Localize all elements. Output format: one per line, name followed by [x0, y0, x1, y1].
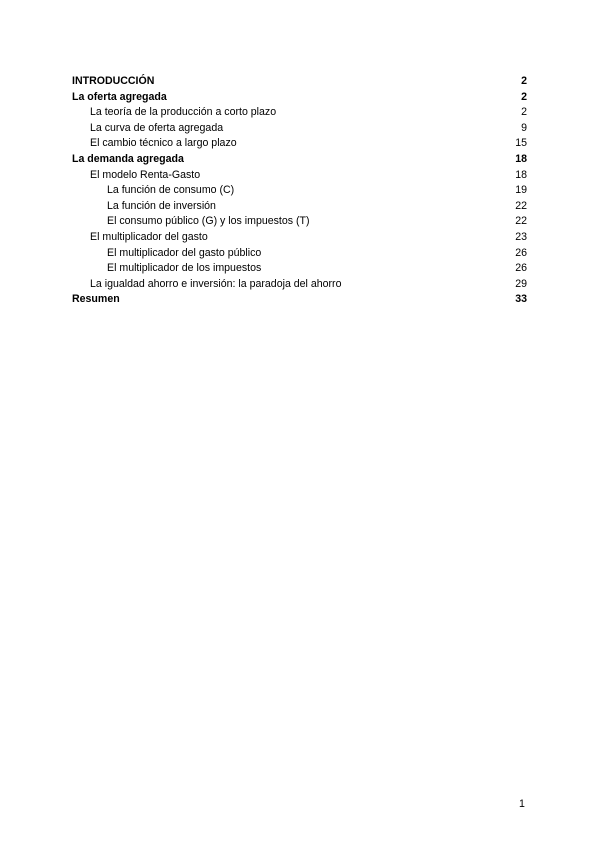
- toc-entry-page: 18: [515, 152, 527, 165]
- toc-entry-title: El multiplicador del gasto público: [107, 246, 262, 259]
- toc-entry-page: 23: [515, 230, 527, 243]
- toc-entry-page: 26: [515, 262, 527, 275]
- toc-entry-page: 22: [515, 199, 527, 212]
- toc-entry-page: 2: [521, 75, 527, 87]
- toc-entry-multiplicador-impuestos[interactable]: [72, 261, 527, 277]
- toc-entry-paradoja-ahorro[interactable]: [72, 277, 527, 293]
- table-of-contents: [72, 74, 527, 308]
- toc-entry-teoria-produccion[interactable]: [72, 105, 527, 121]
- page-number: 1: [519, 798, 525, 810]
- toc-entry-cambio-tecnico[interactable]: [72, 136, 527, 152]
- toc-entry-title: INTRODUCCIÓN: [72, 75, 155, 87]
- toc-entry-title: El multiplicador de los impuestos: [107, 262, 262, 275]
- toc-entry-title: La curva de oferta agregada: [90, 121, 224, 134]
- toc-entry-title: La teoría de la producción a corto plazo: [90, 106, 277, 119]
- toc-entry-consumo-publico[interactable]: [72, 214, 527, 230]
- toc-entry-funcion-inversion[interactable]: [72, 199, 527, 215]
- toc-entry-page: 33: [515, 293, 527, 306]
- toc-entry-page: 22: [515, 215, 527, 228]
- toc-entry-page: 26: [515, 246, 527, 259]
- toc-entry-resumen[interactable]: [72, 292, 527, 308]
- toc-entry-introduccion[interactable]: [72, 74, 527, 90]
- toc-entry-page: 2: [521, 90, 527, 103]
- toc-entry-curva-oferta[interactable]: [72, 121, 527, 137]
- toc-entry-modelo-renta-gasto[interactable]: [72, 168, 527, 184]
- toc-entry-title: El multiplicador del gasto: [90, 230, 208, 243]
- toc-entry-page: 2: [521, 106, 527, 119]
- toc-entry-title: La demanda agregada: [72, 152, 184, 165]
- toc-entry-page: 29: [515, 277, 527, 290]
- toc-entry-page: 15: [515, 137, 527, 150]
- toc-entry-multiplicador-gasto-publico[interactable]: [72, 246, 527, 262]
- toc-entry-title: La oferta agregada: [72, 90, 167, 103]
- toc-entry-oferta-agregada[interactable]: [72, 90, 527, 106]
- toc-entry-demanda-agregada[interactable]: [72, 152, 527, 168]
- toc-entry-page: 19: [515, 184, 527, 197]
- toc-entry-title: El cambio técnico a largo plazo: [90, 137, 237, 150]
- toc-entry-title: La igualdad ahorro e inversión: la paradoja del ahorro: [90, 277, 342, 290]
- toc-entry-page: 18: [515, 168, 527, 181]
- toc-entry-funcion-consumo[interactable]: [72, 183, 527, 199]
- toc-entry-title: La función de inversión: [107, 199, 216, 212]
- toc-entry-multiplicador-gasto[interactable]: [72, 230, 527, 246]
- toc-entry-title: Resumen: [72, 293, 120, 306]
- toc-entry-page: 9: [521, 121, 527, 134]
- toc-entry-title: La función de consumo (C): [107, 184, 235, 197]
- toc-entry-title: El consumo público (G) y los impuestos (T): [107, 215, 310, 228]
- toc-entry-title: El modelo Renta-Gasto: [90, 168, 201, 181]
